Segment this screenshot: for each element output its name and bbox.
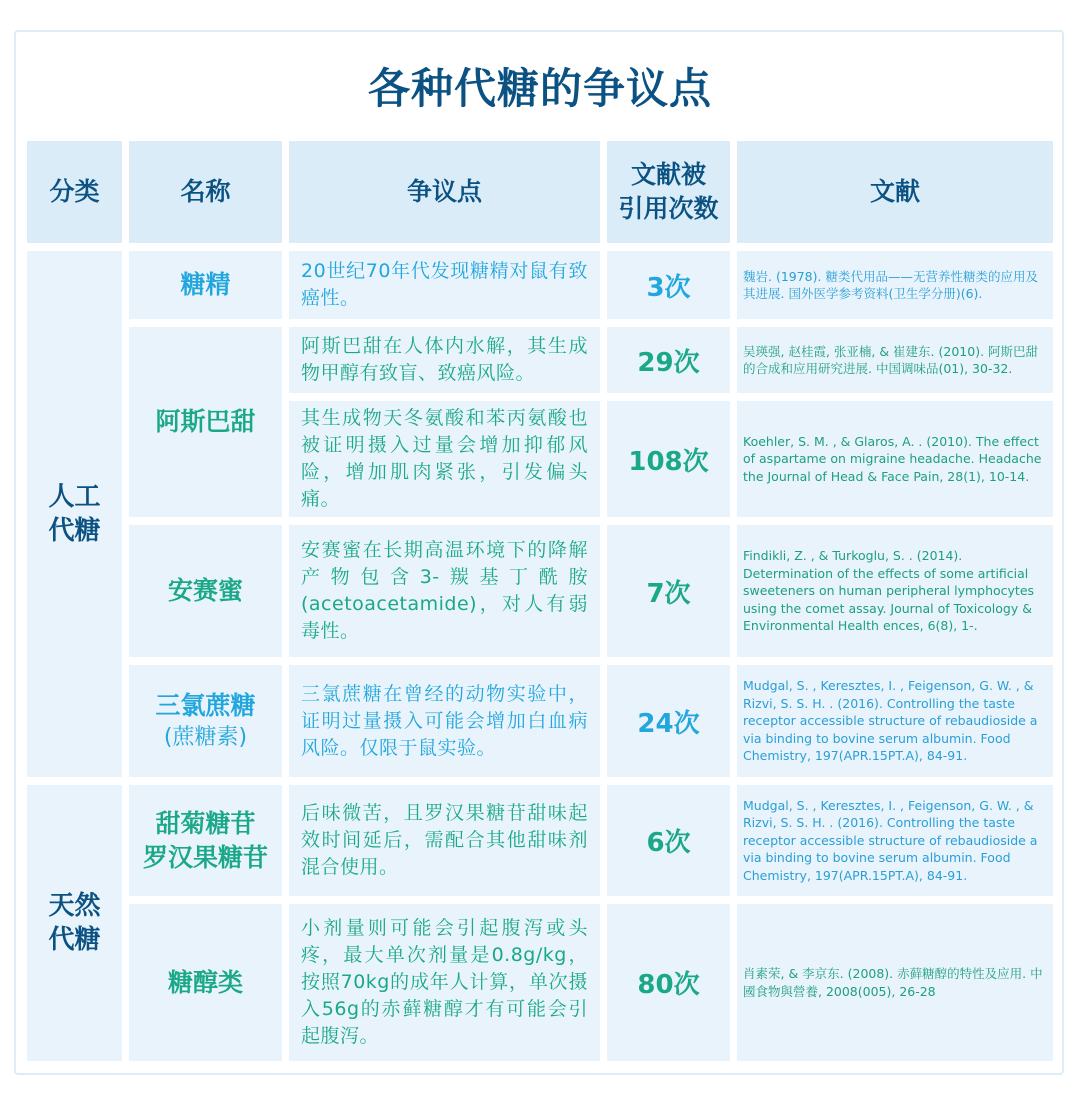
name-stevioside-mogroside: 甜菊糖苷 罗汉果糖苷 xyxy=(129,785,282,896)
name-saccharin: 糖精 xyxy=(129,251,282,319)
category-natural: 天然 代糖 xyxy=(27,785,122,1061)
count-saccharin: 3次 xyxy=(607,251,730,319)
count-aspartame-2: 108次 xyxy=(607,401,730,517)
issue-stevioside-mogroside: 后味微苦，且罗汉果糖苷甜味起效时间延后，需配合其他甜味剂混合使用。 xyxy=(289,785,600,896)
header-category: 分类 xyxy=(27,141,122,243)
issue-acesulfame: 安赛蜜在长期高温环境下的降解产物包含3-羰基丁酰胺(acetoacetamide)，对人有弱毒性。 xyxy=(289,525,600,657)
count-aspartame-1: 29次 xyxy=(607,327,730,393)
category-artificial: 人工 代糖 xyxy=(27,251,122,777)
reference-sucralose: Mudgal, S. , Keresztes, I. , Feigenson, G. W. , & Rizvi, S. S. H. . (2016). Controlling the taste receptor accessible structure of rebaudioside a via binding to bovine serum albumin. Food Chemistry, 197(APR.15PT.A), 84-91. xyxy=(737,665,1053,777)
count-acesulfame: 7次 xyxy=(607,525,730,657)
reference-sugar-alcohols: 肖素荣, & 李京东. (2008). 赤藓糖醇的特性及应用. 中國食物與營養, 2008(005), 26-28 xyxy=(737,904,1053,1061)
name-aspartame: 阿斯巴甜 xyxy=(129,327,282,517)
count-sucralose: 24次 xyxy=(607,665,730,777)
reference-acesulfame: Findikli, Z. , & Turkoglu, S. . (2014). Determination of the effects of some artificial sweeteners on human peripheral lymphocytes using the comet assay. Journal of Toxicology & Environmental Health ences, 6(8), 1-. xyxy=(737,525,1053,657)
page-title: 各种代糖的争议点 xyxy=(367,64,712,113)
issue-aspartame-2: 其生成物天冬氨酸和苯丙氨酸也被证明摄入过量会增加抑郁风险，增加肌肉紧张，引发偏头痛。 xyxy=(289,401,600,517)
reference-stevioside-mogroside: Mudgal, S. , Keresztes, I. , Feigenson, G. W. , & Rizvi, S. S. H. . (2016). Controlling the taste receptor accessible structure of rebaudioside a via binding to bovine serum albumin. Food Chemistry, 197(APR.15PT.A), 84-91. xyxy=(737,785,1053,896)
header-cited-count: 文献被 引用次数 xyxy=(607,141,730,243)
header-issue: 争议点 xyxy=(289,141,600,243)
count-sugar-alcohols: 80次 xyxy=(607,904,730,1061)
issue-saccharin: 20世纪70年代发现糖精对鼠有致癌性。 xyxy=(289,251,600,319)
name-sugar-alcohols: 糖醇类 xyxy=(129,904,282,1061)
issue-aspartame-1: 阿斯巴甜在人体内水解，其生成物甲醇有致盲、致癌风险。 xyxy=(289,327,600,393)
name-acesulfame: 安赛蜜 xyxy=(129,525,282,657)
issue-sucralose: 三氯蔗糖在曾经的动物实验中，证明过量摄入可能会增加白血病风险。仅限于鼠实验。 xyxy=(289,665,600,777)
reference-aspartame-1: 吴瑛强, 赵桂霞, 张亚楠, & 崔建东. (2010). 阿斯巴甜的合成和应用研究进展. 中国调味品(01), 30-32. xyxy=(737,327,1053,393)
issue-sugar-alcohols: 小剂量则可能会引起腹泻或头疼，最大单次剂量是0.8g/kg，按照70kg的成年人计算，单次摄入56g的赤藓糖醇才有可能会引起腹泻。 xyxy=(289,904,600,1061)
count-stevioside-mogroside: 6次 xyxy=(607,785,730,896)
header-reference: 文献 xyxy=(737,141,1053,243)
reference-saccharin: 魏岩. (1978). 糖类代用品——无营养性糖类的应用及其进展. 国外医学参考资料(卫生学分册)(6). xyxy=(737,251,1053,319)
reference-aspartame-2: Koehler, S. M. , & Glaros, A. . (2010). The effect of aspartame on migraine headache. Headache the Journal of Head & Face Pain, 28(1), 10-14. xyxy=(737,401,1053,517)
name-sucralose: 三氯蔗糖 (蔗糖素) xyxy=(129,665,282,777)
header-name: 名称 xyxy=(129,141,282,243)
